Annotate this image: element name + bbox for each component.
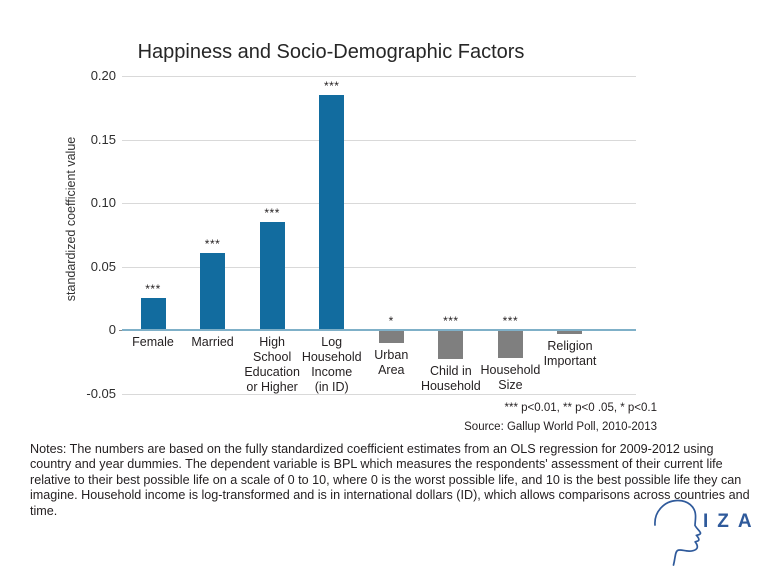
x-label-line: School [253, 350, 292, 364]
x-label-line: Household [301, 350, 362, 364]
source-text: Source: Gallup World Poll, 2010-2013 [464, 421, 657, 433]
gridline-0.20 [122, 76, 636, 77]
bar-log-household-income-in-id [319, 95, 344, 330]
x-label-line: Religion [547, 338, 593, 353]
x-label-line: Household [480, 362, 541, 377]
x-label-line: (in ID) [314, 380, 349, 394]
y-tick-0: 0 [108, 322, 116, 337]
x-label-line: Female [132, 335, 174, 349]
y-tick-0.20: 0.20 [90, 68, 116, 83]
x-label-line: or Higher [246, 380, 298, 394]
gridline-0.15 [122, 140, 636, 141]
significance-female: *** [145, 282, 161, 297]
gridline-0.10 [122, 203, 636, 204]
notes-text: Notes: The numbers are based on the fully standardized coefficient estimates from an OLS regression for 2009-2012 using country and year dummies. The dependent variable is BPL which measures the respondents' assessment of their current life relative to their best possible life on a scale of 0 to 10, where 0 is the worst possible life, and 10 is the best possible life they can imagine. Household income is log-transformed and is in international dollars (ID), which allows comparisons across countries and time. [30, 442, 750, 518]
significance-married: *** [204, 236, 221, 251]
y-tick-0.15: 0.15 [90, 131, 116, 147]
iza-logo [645, 496, 765, 566]
x-label-line: Urban [374, 347, 409, 362]
y-tick-0.05: 0.05 [90, 258, 116, 274]
significance-legend: *** p<0.01, ** p<0 .05, * p<0.1 [504, 402, 657, 414]
y-tick-0.10: 0.10 [90, 195, 116, 210]
bar-female [141, 298, 166, 330]
head-profile-icon [645, 496, 707, 566]
x-label-line: Important [543, 353, 597, 368]
iza-logo-text: IZA [703, 511, 761, 532]
significance-log-household-income-in-id: *** [323, 79, 340, 94]
significance-high-school-education-or-higher: *** [264, 206, 280, 221]
x-label-line: Income [311, 365, 353, 379]
bar-high-school-education-or-higher [260, 222, 285, 330]
chart-title: Happiness and Socio-Demographic Factors [137, 41, 525, 64]
y-tick--0.05: -0.05 [86, 385, 116, 401]
x-label-religion-important [515, 339, 625, 369]
x-label-line: High [259, 335, 285, 349]
y-axis-label: standardized coefficient value [64, 136, 78, 302]
x-label-line: Education [244, 365, 300, 379]
x-label-line: Area [378, 362, 405, 377]
significance-child-in-household: *** [443, 314, 459, 328]
bar-married [200, 253, 225, 330]
zero-axis-line [122, 329, 636, 331]
x-label-line: Household [420, 379, 481, 394]
x-label-line: Size [498, 377, 523, 392]
x-label-line: Child in [430, 364, 472, 379]
significance-household-size: *** [502, 314, 519, 328]
significance-urban-area: * [388, 314, 394, 328]
x-label-line: Married [191, 335, 234, 349]
x-label-line: Log [321, 335, 343, 349]
